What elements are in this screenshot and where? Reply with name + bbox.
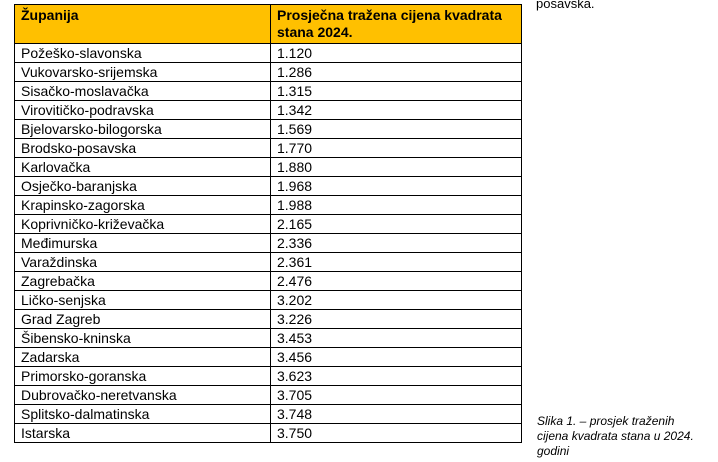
cell-price: 2.361 [271,253,522,272]
table-row [15,310,522,329]
cell-county: Koprivničko-križevačka [15,215,271,234]
table-row [15,82,522,101]
table-row [15,367,522,386]
cell-county: Dubrovačko-neretvanska [15,386,271,405]
cell-price: 3.202 [271,291,522,310]
table-header-row [15,5,522,44]
figure-caption: Slika 1. – prosjek traženih cijena kvadrata stana u 2024. godini [537,414,694,458]
cell-price: 1.880 [271,158,522,177]
cell-county: Šibensko-kninska [15,329,271,348]
cell-county: Karlovačka [15,158,271,177]
table-body [15,44,522,443]
cell-county: Bjelovarsko-bilogorska [15,120,271,139]
cell-price: 3.453 [271,329,522,348]
cell-price: 1.988 [271,196,522,215]
table-row [15,177,522,196]
cell-county: Zagrebačka [15,272,271,291]
cell-county: Brodsko-posavska [15,139,271,158]
table-row [15,291,522,310]
header-county: Županija [15,5,271,44]
table-row [15,215,522,234]
cell-price: 2.336 [271,234,522,253]
cell-price: 2.476 [271,272,522,291]
cell-county: Vukovarsko-srijemska [15,63,271,82]
cell-price: 3.705 [271,386,522,405]
cell-price: 3.750 [271,424,522,443]
cell-county: Virovitičko-podravska [15,101,271,120]
table-row [15,253,522,272]
table-row [15,63,522,82]
table-row [15,196,522,215]
cell-county: Osječko-baranjska [15,177,271,196]
table-row [15,405,522,424]
header-price: Prosječna tražena cijena kvadrata stana 2024. [271,5,522,44]
cell-county: Zadarska [15,348,271,367]
table-row [15,158,522,177]
cell-price: 3.623 [271,367,522,386]
table-row [15,424,522,443]
cell-price: 1.286 [271,63,522,82]
cell-price: 1.315 [271,82,522,101]
cell-price: 1.120 [271,44,522,63]
table-row [15,234,522,253]
cell-price: 1.342 [271,101,522,120]
cell-county: Požeško-slavonska [15,44,271,63]
cell-county: Sisačko-moslavačka [15,82,271,101]
cell-price: 2.165 [271,215,522,234]
cell-county: Istarska [15,424,271,443]
table-row [15,101,522,120]
cell-county: Ličko-senjska [15,291,271,310]
text-fragment-top: posavska. [536,0,595,11]
table-row [15,386,522,405]
cell-county: Varaždinska [15,253,271,272]
cell-price: 3.226 [271,310,522,329]
cell-price: 3.748 [271,405,522,424]
cell-price: 1.569 [271,120,522,139]
cell-county: Grad Zagreb [15,310,271,329]
cell-county: Splitsko-dalmatinska [15,405,271,424]
cell-price: 3.456 [271,348,522,367]
table-row [15,139,522,158]
price-table [14,4,522,443]
table-row [15,44,522,63]
table-row [15,272,522,291]
cell-price: 1.770 [271,139,522,158]
cell-price: 1.968 [271,177,522,196]
table-row [15,120,522,139]
cell-county: Primorsko-goranska [15,367,271,386]
cell-county: Međimurska [15,234,271,253]
cell-county: Krapinsko-zagorska [15,196,271,215]
table-row [15,329,522,348]
table-row [15,348,522,367]
